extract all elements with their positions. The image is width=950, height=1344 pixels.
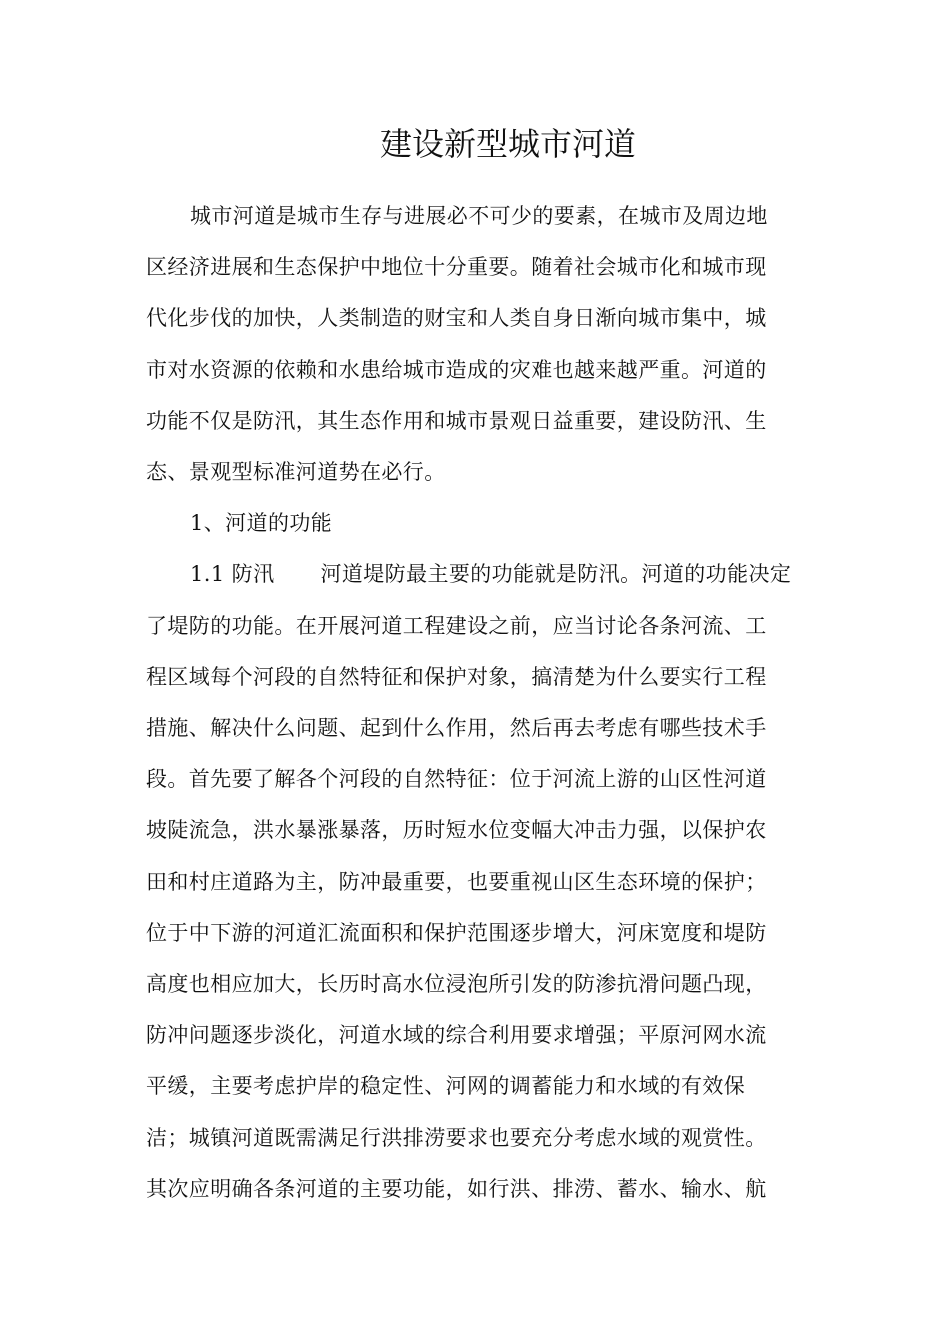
- subsection-line: 位于中下游的河道汇流面积和保护范围逐步增大，河床宽度和堤防: [146, 920, 767, 945]
- intro-line: 区经济进展和生态保护中地位十分重要。随着社会城市化和城市现: [146, 255, 767, 280]
- intro-line: 代化步伐的加快，人类制造的财宝和人类自身日渐向城市集中，城: [146, 306, 767, 331]
- intro-paragraph: [146, 191, 806, 498]
- subsection-1-1-heading: 1.1 防汛: [190, 562, 275, 587]
- subsection-line: 坡陡流急，洪水暴涨暴落，历时短水位变幅大冲击力强，以保护农: [146, 818, 767, 843]
- subsection-line: 措施、解决什么问题、起到什么作用，然后再去考虑有哪些技术手: [146, 716, 767, 741]
- intro-line: 城市河道是城市生存与进展必不可少的要素，在城市及周边地: [190, 204, 768, 228]
- intro-line: 功能不仅是防汛，其生态作用和城市景观日益重要，建设防汛、生: [146, 408, 767, 433]
- subsection-first-line: [146, 549, 806, 600]
- subsection-line: 洁；城镇河道既需满足行洪排涝要求也要充分考虑水域的观赏性。: [146, 1125, 767, 1150]
- section-1-heading: 1、河道的功能: [190, 511, 333, 536]
- subsection-line: 段。首先要了解各个河段的自然特征：位于河流上游的山区性河道: [146, 767, 767, 792]
- intro-line: 态、景观型标准河道势在必行。: [146, 460, 446, 485]
- section-heading: [146, 498, 806, 549]
- intro-line: 市对水资源的依赖和水患给城市造成的灾难也越来越严重。河道的: [146, 357, 767, 382]
- subsection-line: 程区域每个河段的自然特征和保护对象，搞清楚为什么要实行工程: [146, 664, 767, 689]
- subsection-1-1-paragraph: [146, 549, 806, 1215]
- subsection-line: 平缓，主要考虑护岸的稳定性、河网的调蓄能力和水域的有效保: [146, 1074, 746, 1099]
- subsection-line: 高度也相应加大，长历时高水位浸泡所引发的防渗抗滑问题凸现，: [146, 972, 767, 997]
- subsection-first-line-text: 河道堤防最主要的功能就是防汛。河道的功能决定: [320, 562, 792, 587]
- subsection-line: 田和村庄道路为主，防冲最重要，也要重视山区生态环境的保护；: [146, 869, 767, 894]
- document-title: 建设新型城市河道: [379, 125, 636, 163]
- subsection-line: 防冲问题逐步淡化，河道水域的综合利用要求增强；平原河网水流: [146, 1023, 767, 1048]
- subsection-line: 其次应明确各条河道的主要功能，如行洪、排涝、蓄水、输水、航: [146, 1176, 767, 1201]
- subsection-line: 了堤防的功能。在开展河道工程建设之前，应当讨论各条河流、工: [146, 613, 767, 638]
- document-body: [146, 191, 806, 1215]
